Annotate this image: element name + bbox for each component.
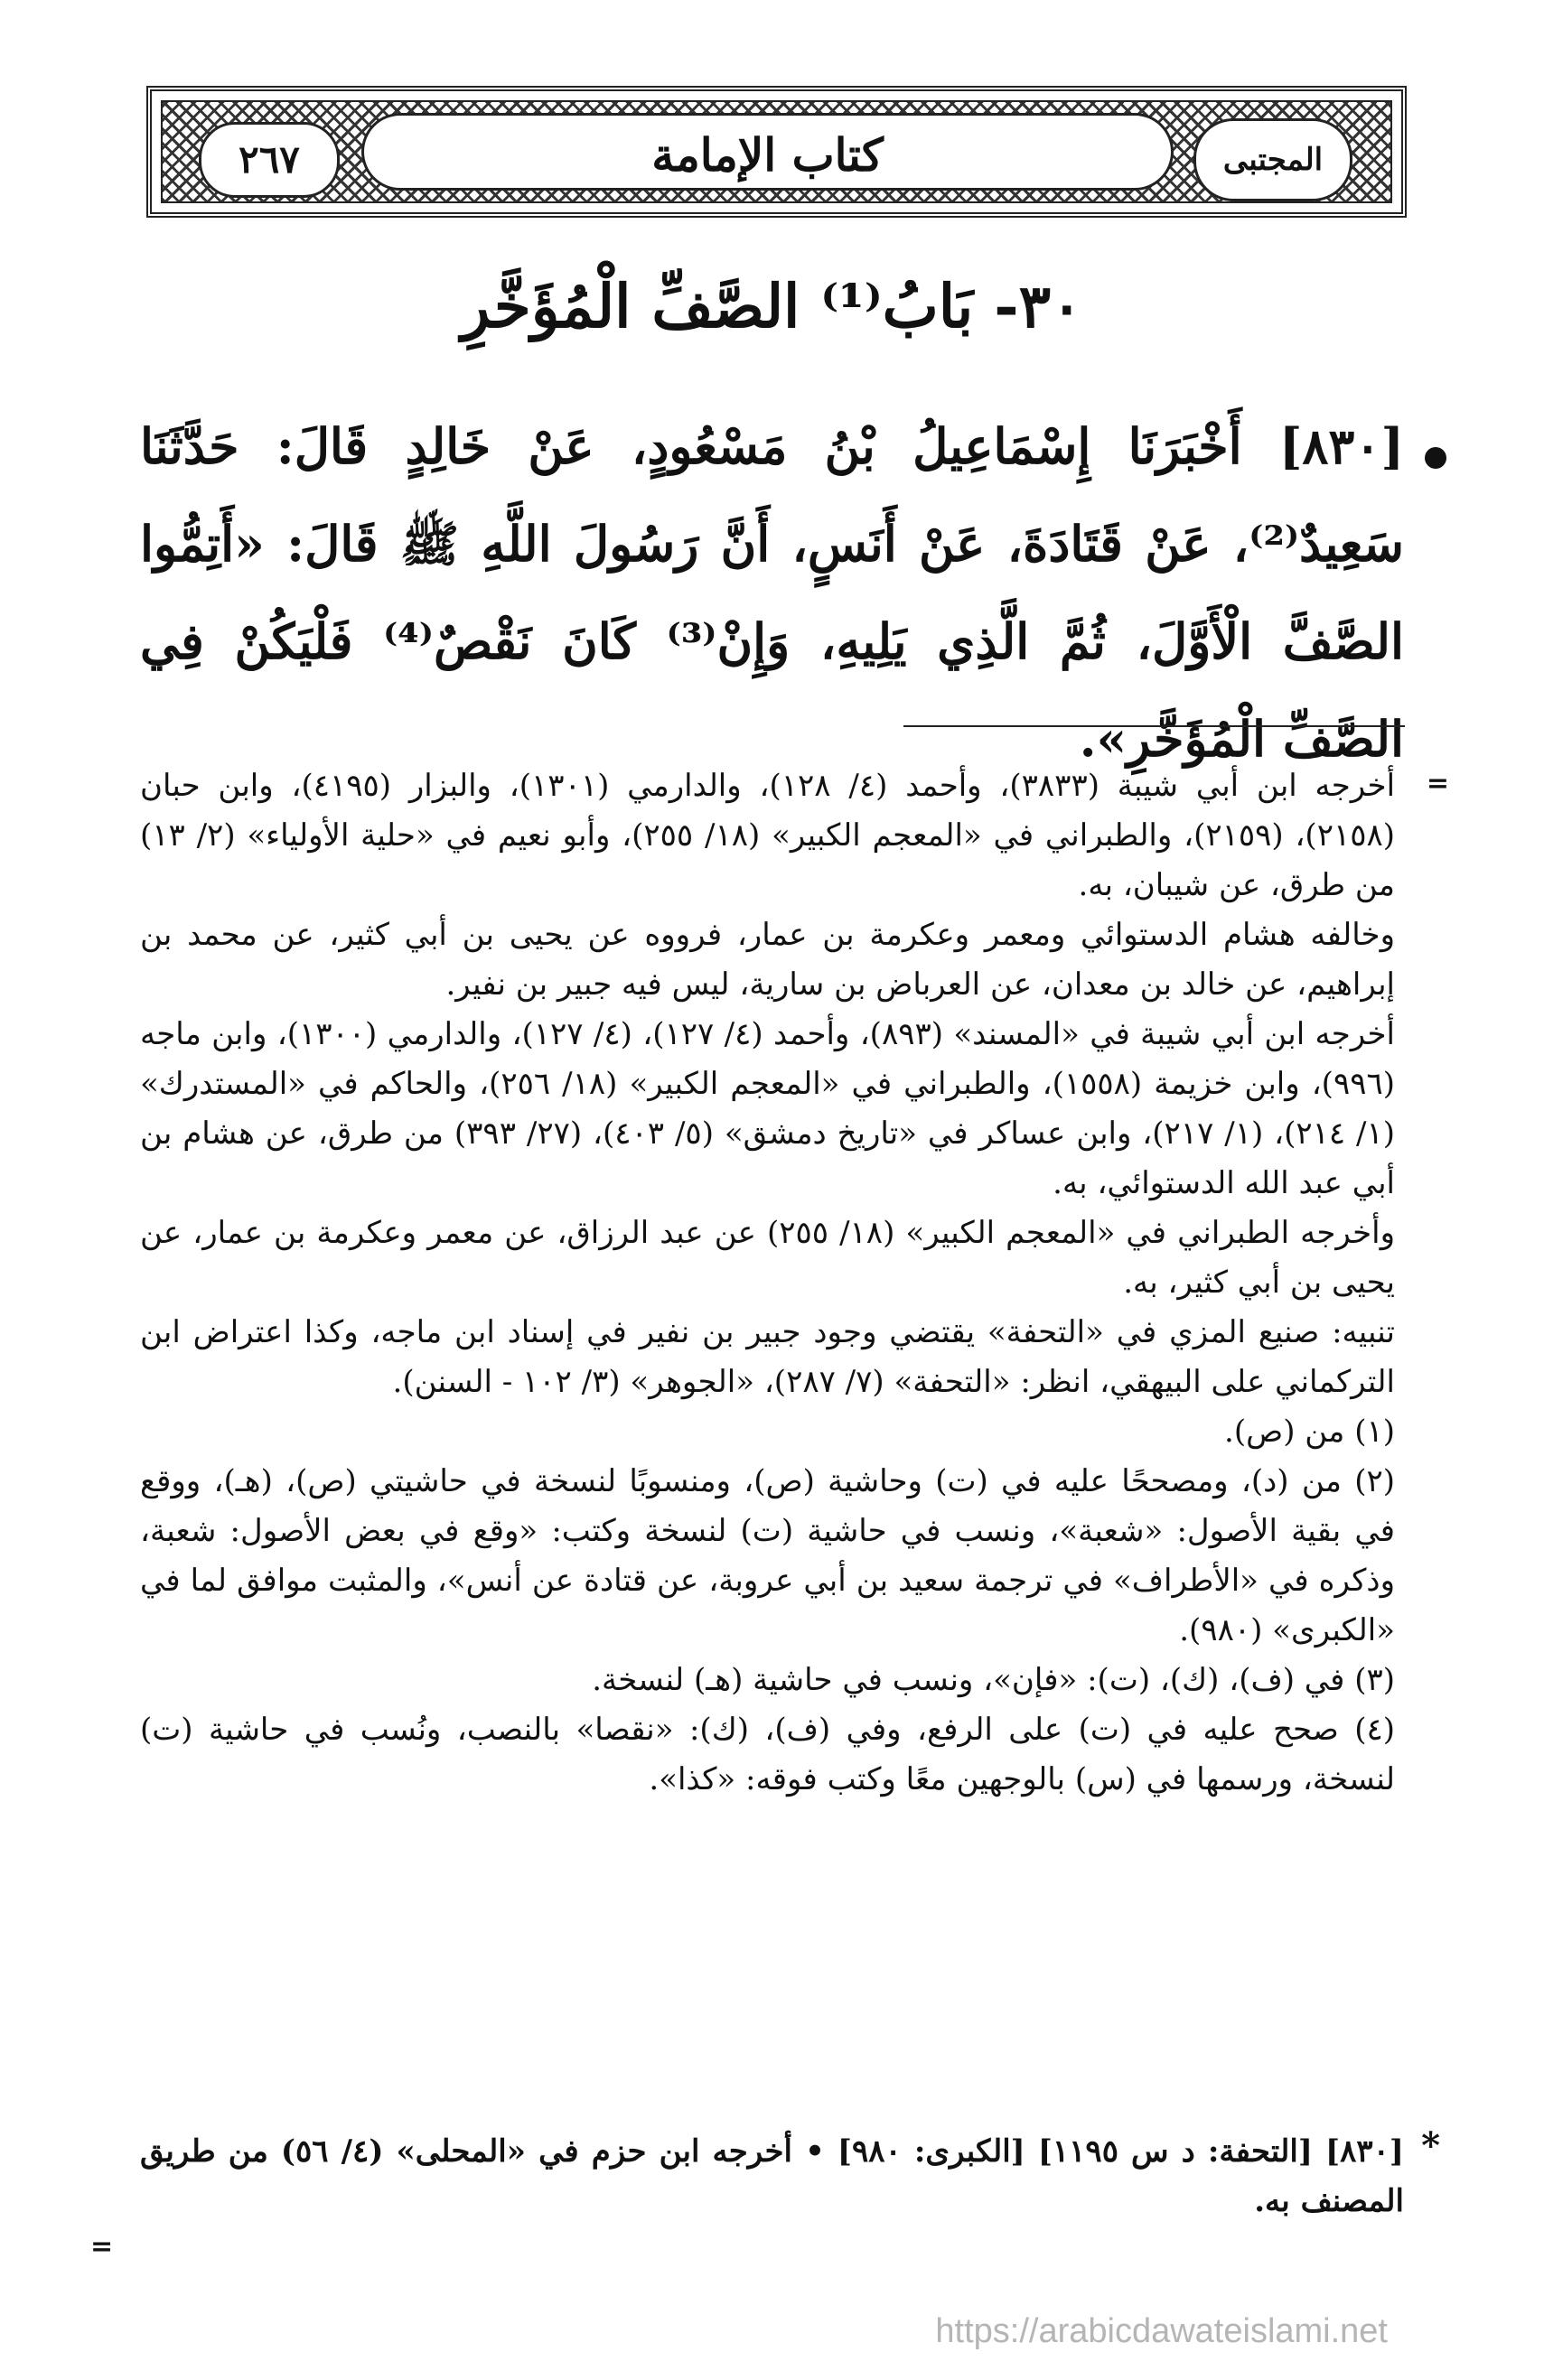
header-ornament (161, 100, 1392, 203)
footnote-paragraph: أخرجه ابن أبي شيبة (٣٨٣٣)، وأحمد (٤/ ١٢٨)، والدارمي (١٣٠١)، والبزار (٤١٩٥)، وابن حبان (٢١٥٨)، (٢١٥٩)، والطبراني في «المعجم الكبير» (١٨/ ٢٥٥)، وأبو نعيم في «حلية الأولياء» (٢/ ١٣) من طرق، عن شيبان، به. (140, 768, 1396, 903)
footnotes (140, 761, 1395, 1805)
chapter-heading: ٣٠- بَابُ⁽¹⁾ الصَّفِّ الْمُؤَخَّرِ (461, 271, 1083, 341)
footnote-paragraph: تنبيه: صنيع المزي في «التحفة» يقتضي وجود جبير بن نفير في إسناد ابن ماجه، وكذا اعتراض ابن التركماني على البيهقي، انظر: «التحفة» (٧/ ٢٨٧)، «الجوهر» (٣/ ١٠٢ - السنن). (140, 1314, 1395, 1400)
header-title-panel (361, 113, 1174, 191)
bottom-continuation-mark: = (90, 2231, 114, 2263)
footnote-paragraph: أخرجه ابن أبي شيبة في «المسند» (٨٩٣)، وأحمد (٤/ ١٢٧)، (٤/ ١٢٧)، والدارمي (١٣٠٠)، وابن ماجه (٩٩٦)، وابن خزيمة (١٥٥٨)، والطبراني في «المعجم الكبير» (١٨/ ٢٥٦)، والحاكم في «المستدرك» (١/ ٢١٤)، (١/ ٢١٧)، وابن عساكر في «تاريخ دمشق» (٥/ ٤٠٣)، (٢٧/ ٣٩٣) من طرق، عن هشام بن أبي عبد الله الدستوائي، به. (140, 1016, 1396, 1201)
page-number: ٢٦٧ (199, 122, 340, 198)
footnote-paragraph: وأخرجه الطبراني في «المعجم الكبير» (١٨/ ٢٥٥) عن عبد الرزاق، عن معمر وعكرمة بن عمار، عن يحيى بن أبي كثير، به. (140, 1215, 1395, 1301)
takhrij-note: [٨٣٠] [التحفة: د س ١١٩٥] [الكبرى: ٩٨٠] • أخرجه ابن حزم في «المحلى» (٤/ ٥٦) من طريق المصنف به. (140, 2133, 1404, 2219)
footnote-4: (٤) صحح عليه في (ت) على الرفع، وفي (ف)، (ك): «نقصا» بالنصب، ونُسب في حاشية (ت) لنسخة، ورسمها في (س) بالوجهين معًا وكتب فوقه: «كذا». (140, 1712, 1395, 1797)
watermark-url: https://arabicdawateislami.net (935, 2312, 1388, 2350)
footnote-paragraph: وخالفه هشام الدستوائي ومعمر وعكرمة بن عمار، فرووه عن يحيى بن أبي كثير، عن محمد بن إبراهيم، عن خالد بن معدان، عن العرباض بن سارية، ليس فيه جبير بن نفير. (140, 917, 1395, 1003)
book-title: كتاب الإمامة (651, 128, 884, 182)
continuation-mark: = (1426, 768, 1449, 799)
footnote-2: (٢) من (د)، ومصححًا عليه في (ت) وحاشية (ص)، ومنسوبًا لنسخة في حاشيتي (ص)، (هـ)، ووقع في بقية الأصول: «شعبة»، ونسب في حاشية (ت) لنسخة وكتب: «وقع في بعض الأصول: شعبة، وذكره في «الأطراف» في ترجمة سعيد بن أبي عروبة، عن قتادة عن أنس»، والمثبت موافق لما في «الكبرى» (٩٨٠). (140, 1463, 1395, 1648)
bullet-icon (1425, 447, 1446, 469)
book-logo: المجتبى (1193, 118, 1352, 201)
footnote-separator (903, 725, 1405, 727)
footnote-3: (٣) في (ف)، (ك)، (ت): «فإن»، ونسب في حاشية (هـ) لنسخة. (592, 1662, 1395, 1698)
page-header (146, 86, 1407, 218)
hadith-text: [٨٣٠] أَخْبَرَنَا إِسْمَاعِيلُ بْنُ مَسْعُودٍ، عَنْ خَالِدٍ قَالَ: حَدَّثَنَا سَعِيدٌ⁽²⁾، عَنْ قَتَادَةَ، عَنْ أَنَسٍ، أَنَّ رَسُولَ اللَّهِ ﷺ قَالَ: «أَتِمُّوا الصَّفَّ الْأَوَّلَ، ثُمَّ الَّذِي يَلِيهِ، وَإِنْ⁽³⁾ كَانَ نَقْصٌ⁽⁴⁾ فَلْيَكُنْ فِي الصَّفِّ الْمُؤَخَّرِ». (140, 417, 1404, 768)
star-icon: * (1421, 2124, 1440, 2167)
footnote-1: (١) من (ص). (1224, 1414, 1395, 1450)
